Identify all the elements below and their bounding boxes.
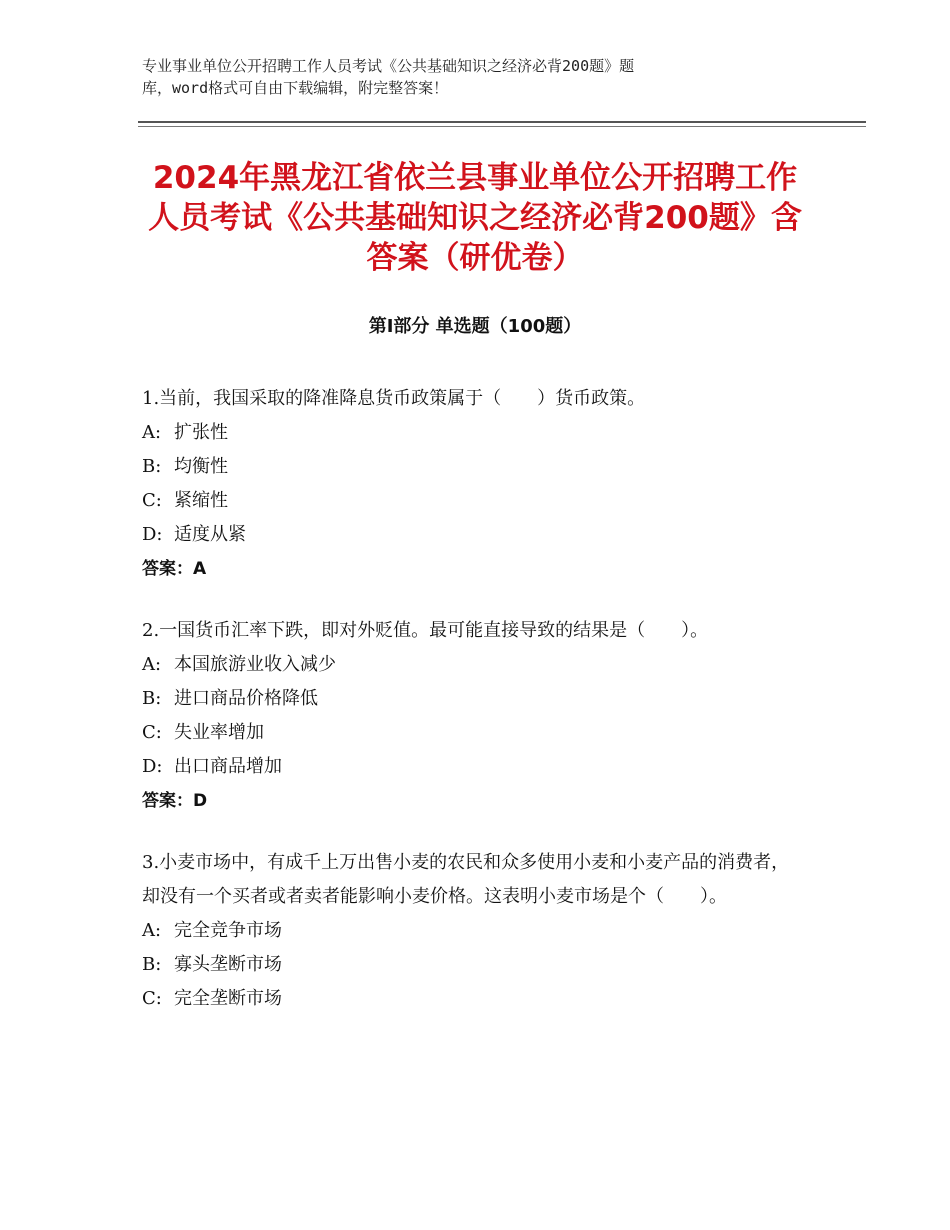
option-c <box>142 716 802 750</box>
question-2 <box>142 614 802 818</box>
option-text: 本国旅游业收入减少 <box>174 654 336 675</box>
option-text: 紧缩性 <box>174 490 228 511</box>
question-stem: 2.一国货币汇率下跌，即对外贬值。最可能直接导致的结果是（ ）。 <box>142 620 709 641</box>
answer-label: 答案：D <box>142 791 208 811</box>
answer-label: 答案：A <box>142 559 207 579</box>
option-text: 完全垄断市场 <box>174 988 282 1009</box>
header-note: 专业事业单位公开招聘工作人员考试《公共基础知识之经济必背200题》题 库，word格式可自由下载编辑，附完整答案！ <box>142 57 635 97</box>
document-title: 2024年黑龙江省依兰县事业单位公开招聘工作人员考试《公共基础知识之经济必背200题》含答案（研优卷） <box>148 160 802 276</box>
option-letter: B: <box>142 954 162 975</box>
question-stem: 1.当前，我国采取的降准降息货币政策属于（ ）货币政策。 <box>142 388 646 409</box>
option-letter: A: <box>142 422 162 443</box>
option-a <box>142 648 802 682</box>
option-text: 适度从紧 <box>174 524 246 545</box>
option-d <box>142 518 802 552</box>
option-text: 完全竞争市场 <box>174 920 282 941</box>
header-rule-thick <box>138 121 866 123</box>
section-title: 第Ⅰ部分 单选题（100题） <box>368 316 582 337</box>
option-letter: B: <box>142 688 162 709</box>
option-text: 均衡性 <box>174 456 228 477</box>
question-stem: 3.小麦市场中，有成千上万出售小麦的农民和众多使用小麦和小麦产品的消费者，却没有一个买者或者卖者能影响小麦价格。这表明小麦市场是个（ ）。 <box>142 852 790 907</box>
header-rule-thin <box>138 126 866 127</box>
option-text: 寡头垄断市场 <box>174 954 282 975</box>
option-letter: C: <box>142 722 162 743</box>
option-letter: B: <box>142 456 162 477</box>
option-letter: D: <box>142 756 163 777</box>
option-a <box>142 416 802 450</box>
option-a <box>142 914 802 948</box>
option-letter: C: <box>142 490 162 511</box>
option-text: 出口商品增加 <box>174 756 282 777</box>
question-3 <box>142 846 802 1016</box>
question-1 <box>142 382 802 586</box>
option-text: 扩张性 <box>174 422 228 443</box>
question-list <box>142 382 802 1044</box>
option-letter: C: <box>142 988 162 1009</box>
option-letter: A: <box>142 920 162 941</box>
option-c <box>142 982 802 1016</box>
option-b <box>142 682 802 716</box>
option-letter: D: <box>142 524 163 545</box>
option-b <box>142 450 802 484</box>
option-b <box>142 948 802 982</box>
option-letter: A: <box>142 654 162 675</box>
option-text: 失业率增加 <box>174 722 264 743</box>
option-text: 进口商品价格降低 <box>174 688 318 709</box>
option-c <box>142 484 802 518</box>
option-d <box>142 750 802 784</box>
